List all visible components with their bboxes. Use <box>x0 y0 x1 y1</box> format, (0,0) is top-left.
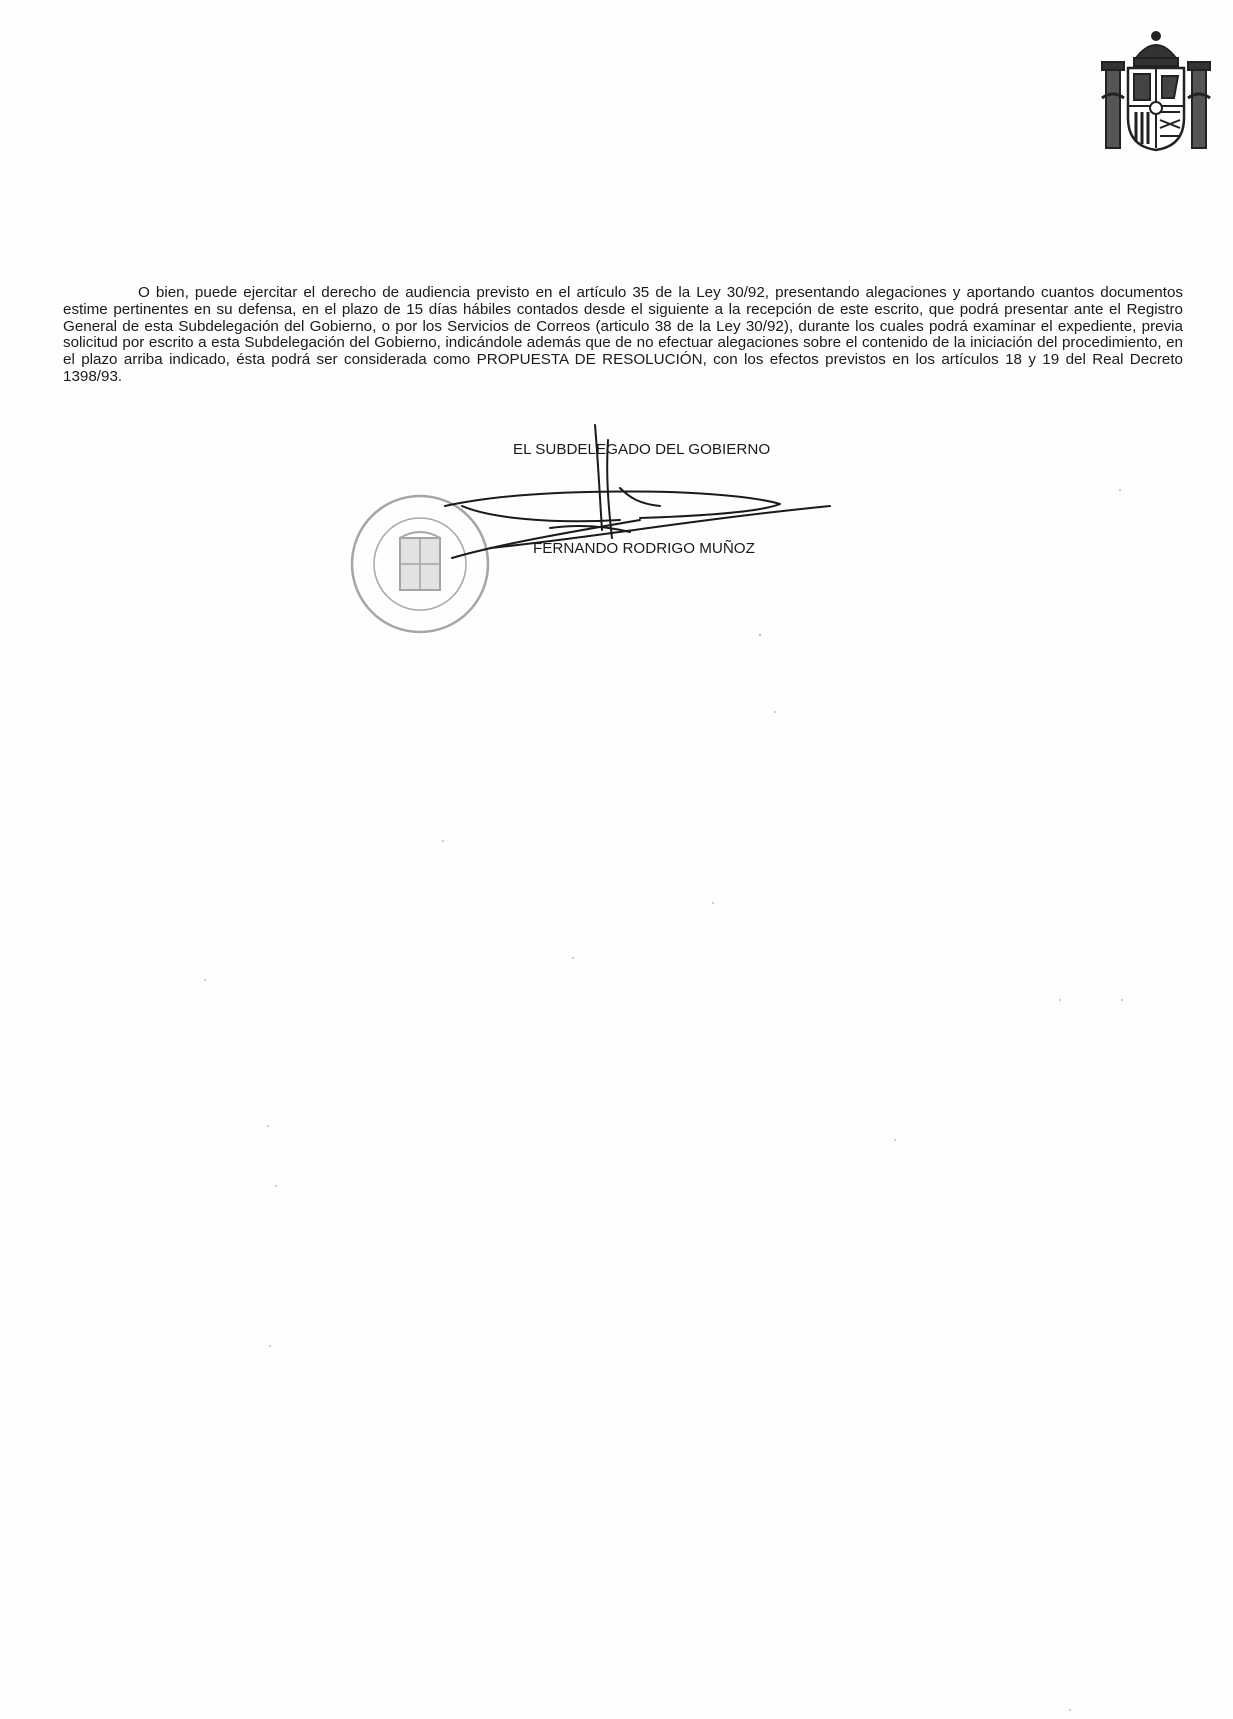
body-paragraph <box>63 285 1183 386</box>
spain-coat-of-arms-icon <box>1100 28 1212 153</box>
handwritten-signature <box>430 420 850 580</box>
signer-name: FERNANDO RODRIGO MUÑOZ <box>533 540 755 557</box>
body-paragraph-text: O bien, puede ejercitar el derecho de audiencia previsto en el artículo 35 de la Ley 30/92, presentando alegaciones y aportando cuantos documentos estime pertinentes en su defensa, en el plazo de 15 días hábiles contados desde el siguiente a la recepción de este escrito, que podrá presentar ante el Registro General de esta Subdelegación del Gobierno, o por los Servicios de Correos (articulo 38 de la Ley 30/92), durante los cuales podrá examinar el expediente, previa solicitud por escrito a esta Subdelegación del Gobierno, indicándole además que de no efectuar alegaciones sobre el contenido de la iniciación del procedimiento, en el plazo arriba indicado, ésta podrá ser considerada como PROPUESTA DE RESOLUCIÓN, con los efectos previstos en los artículos 18 y 19 del Real Decreto 1398/93. <box>63 284 1183 385</box>
signer-title: EL SUBDELEGADO DEL GOBIERNO <box>513 441 771 458</box>
